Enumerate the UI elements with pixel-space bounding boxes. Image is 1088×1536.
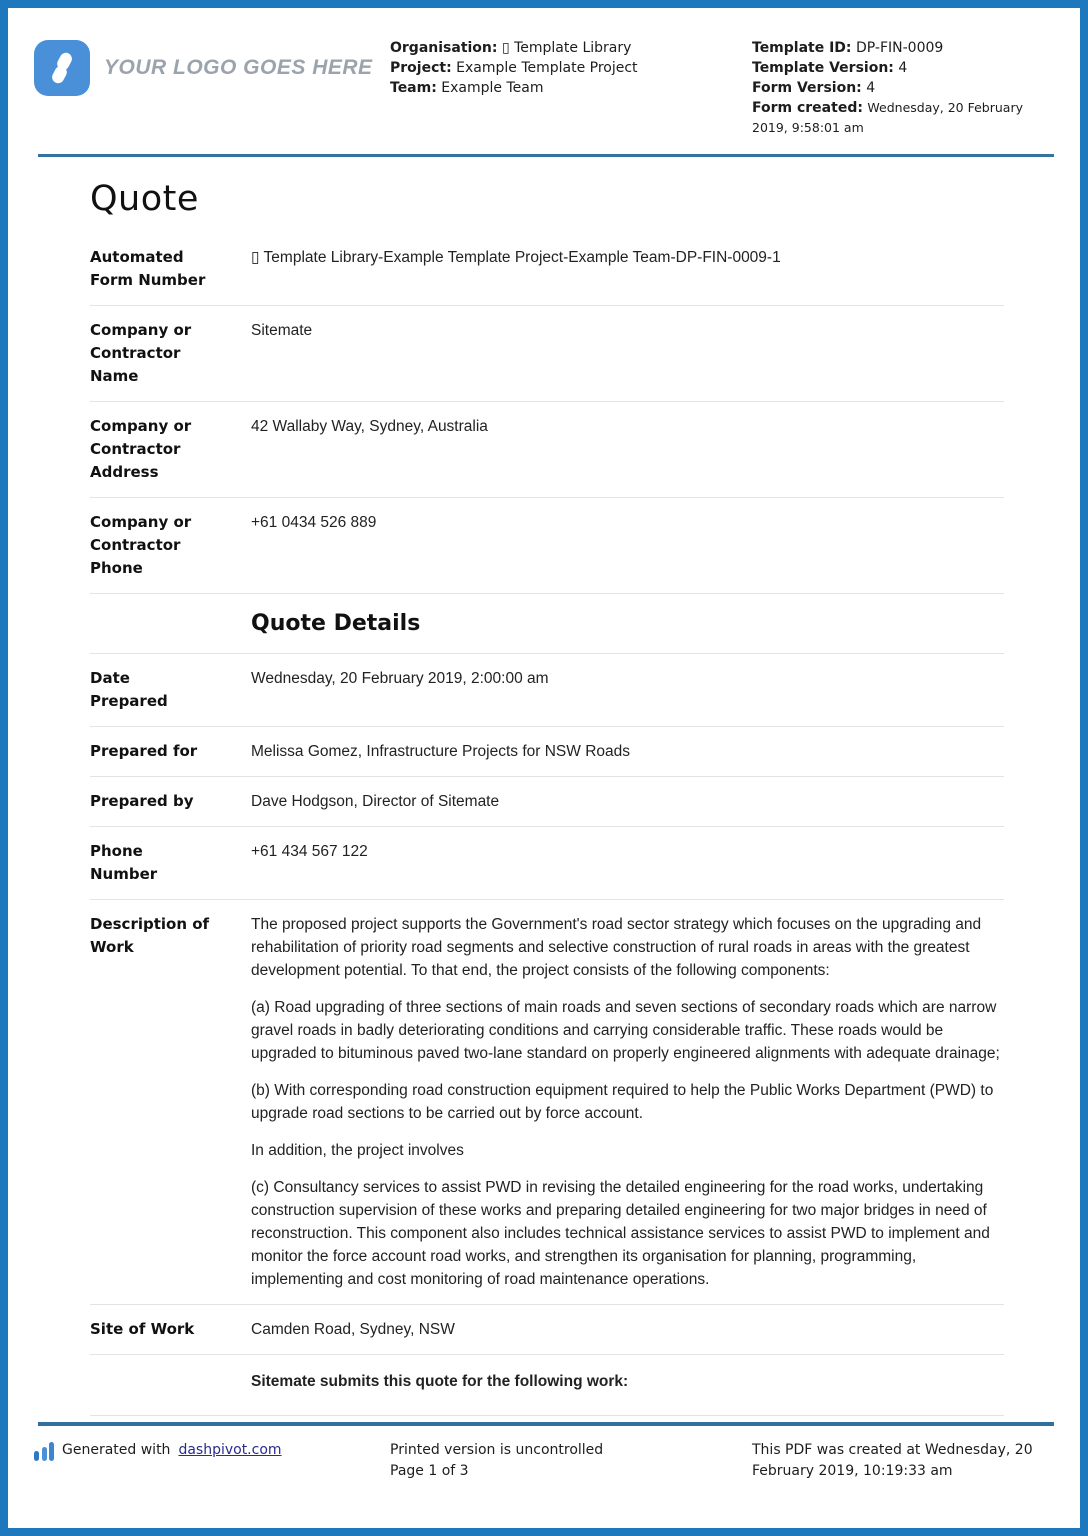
table-row (90, 402, 1004, 498)
section-heading: Quote Details (251, 611, 421, 636)
team-label: Team: (390, 80, 437, 96)
team-line (390, 78, 752, 98)
row-label: Prepared by (90, 792, 194, 810)
organisation-label: Organisation: (390, 40, 498, 56)
header-divider-rule (38, 154, 1054, 157)
template-version-line (752, 58, 1052, 78)
form-version-value: 4 (866, 80, 876, 96)
organisation-value: ▯ Template Library (501, 40, 632, 56)
description-paragraph: In addition, the project involves (251, 1142, 464, 1159)
header-template-info (752, 34, 1052, 138)
row-label: Company or Contractor Phone (90, 513, 192, 577)
organisation-line (390, 38, 752, 58)
table-row (90, 654, 1004, 727)
company-name-value: Sitemate (251, 322, 313, 339)
phone-number-value: +61 434 567 122 (251, 843, 368, 860)
form-created-label: Form created: (752, 100, 863, 116)
logo-block (34, 34, 390, 96)
prepared-by-value: Dave Hodgson, Director of Sitemate (251, 793, 500, 810)
template-id-line (752, 38, 1052, 58)
template-version-value: 4 (898, 60, 908, 76)
project-line (390, 58, 752, 78)
description-paragraph: (b) With corresponding road construction equipment required to help the Public Works Department (PWD) to upgrade road sections to be carried out by force account. (251, 1082, 994, 1122)
logo-placeholder-text: YOUR LOGO GOES HERE (104, 56, 373, 79)
description-paragraph: (a) Road upgrading of three sections of main roads and seven sections of secondary roads which are narrow gravel roads in badly deteriorating conditions and carrying considerable traffic. These roads would be upgraded to bituminous paved two-lane standard on properly engineered alignments with adequate drainage; (251, 999, 1000, 1062)
row-label: Prepared for (90, 742, 198, 760)
bar-chart-icon (34, 1441, 54, 1461)
company-phone-value: +61 0434 526 889 (251, 514, 377, 531)
submit-statement-row (90, 1355, 1004, 1416)
template-id-value: DP-FIN-0009 (855, 40, 944, 56)
dashpivot-link[interactable]: dashpivot.com (178, 1442, 282, 1458)
description-paragraph: The proposed project supports the Government's road sector strategy which focuses on the upgrading and rehabilitation of priority road segments and selective construction of rural roads in areas with the greatest development potential. To that end, the project consists of the following components: (251, 916, 982, 979)
form-created-value: Wednesday, 20 February 2019, 9:58:01 am (752, 100, 1023, 135)
header-org-info (390, 34, 752, 98)
page-title: Quote (90, 179, 199, 219)
template-version-label: Template Version: (752, 60, 894, 76)
project-value: Example Template Project (456, 60, 638, 76)
document-page (8, 8, 1080, 1528)
form-created-line (752, 98, 1052, 138)
company-address-value: 42 Wallaby Way, Sydney, Australia (251, 418, 488, 435)
table-row (90, 233, 1004, 306)
table-row (90, 827, 1004, 900)
section-heading-row (90, 594, 1004, 654)
prepared-for-value: Melissa Gomez, Infrastructure Projects for NSW Roads (251, 743, 631, 760)
footer-generated (34, 1440, 390, 1461)
project-label: Project: (390, 60, 452, 76)
table-row (90, 727, 1004, 777)
row-label: Date Prepared (90, 669, 168, 710)
page-footer (34, 1422, 1058, 1528)
page-number: Page 1 of 3 (390, 1463, 469, 1479)
date-prepared-value: Wednesday, 20 February 2019, 2:00:00 am (251, 670, 549, 687)
description-of-work-row (90, 900, 1004, 1305)
description-of-work-value (251, 913, 1004, 1291)
form-version-label: Form Version: (752, 80, 862, 96)
submit-statement: Sitemate submits this quote for the following work: (251, 1373, 629, 1390)
row-label: Site of Work (90, 1320, 195, 1338)
table-row (90, 306, 1004, 402)
table-row (90, 777, 1004, 827)
row-label: Description of Work (90, 915, 210, 956)
printed-version-note: Printed version is uncontrolled (390, 1442, 604, 1458)
site-of-work-value: Camden Road, Sydney, NSW (251, 1321, 455, 1338)
form-version-line (752, 78, 1052, 98)
team-value: Example Team (441, 80, 544, 96)
row-label: Phone Number (90, 842, 158, 883)
table-row (90, 498, 1004, 594)
description-paragraph: (c) Consultancy services to assist PWD in revising the detailed engineering for the road works, undertaking construction supervision of these works and preparing detailed engineering for two major bridges in need of reconstruction. This component also includes technical assistance services to assist PWD to implement and monitor the force account road works, and strengthen its organisation for planning, programming, implementing and cost monitoring of road maintenance operations. (251, 1179, 990, 1288)
footer-print-info (390, 1440, 752, 1482)
row-label: Automated Form Number (90, 248, 206, 289)
automated-form-number-value: ▯ Template Library-Example Template Project-Example Team-DP-FIN-0009-1 (251, 249, 781, 266)
footer-created-note: This PDF was created at Wednesday, 20 February 2019, 10:19:33 am (752, 1442, 1033, 1479)
row-label: Company or Contractor Name (90, 321, 192, 385)
page-header (34, 34, 1058, 138)
footer-columns (34, 1426, 1058, 1482)
template-id-label: Template ID: (752, 40, 852, 56)
form-content (90, 179, 1004, 1416)
site-of-work-row (90, 1305, 1004, 1355)
row-label-empty (90, 1370, 251, 1393)
generated-with-text: Generated with (62, 1442, 171, 1458)
sitemate-s-icon (34, 40, 90, 96)
row-label: Company or Contractor Address (90, 417, 192, 481)
